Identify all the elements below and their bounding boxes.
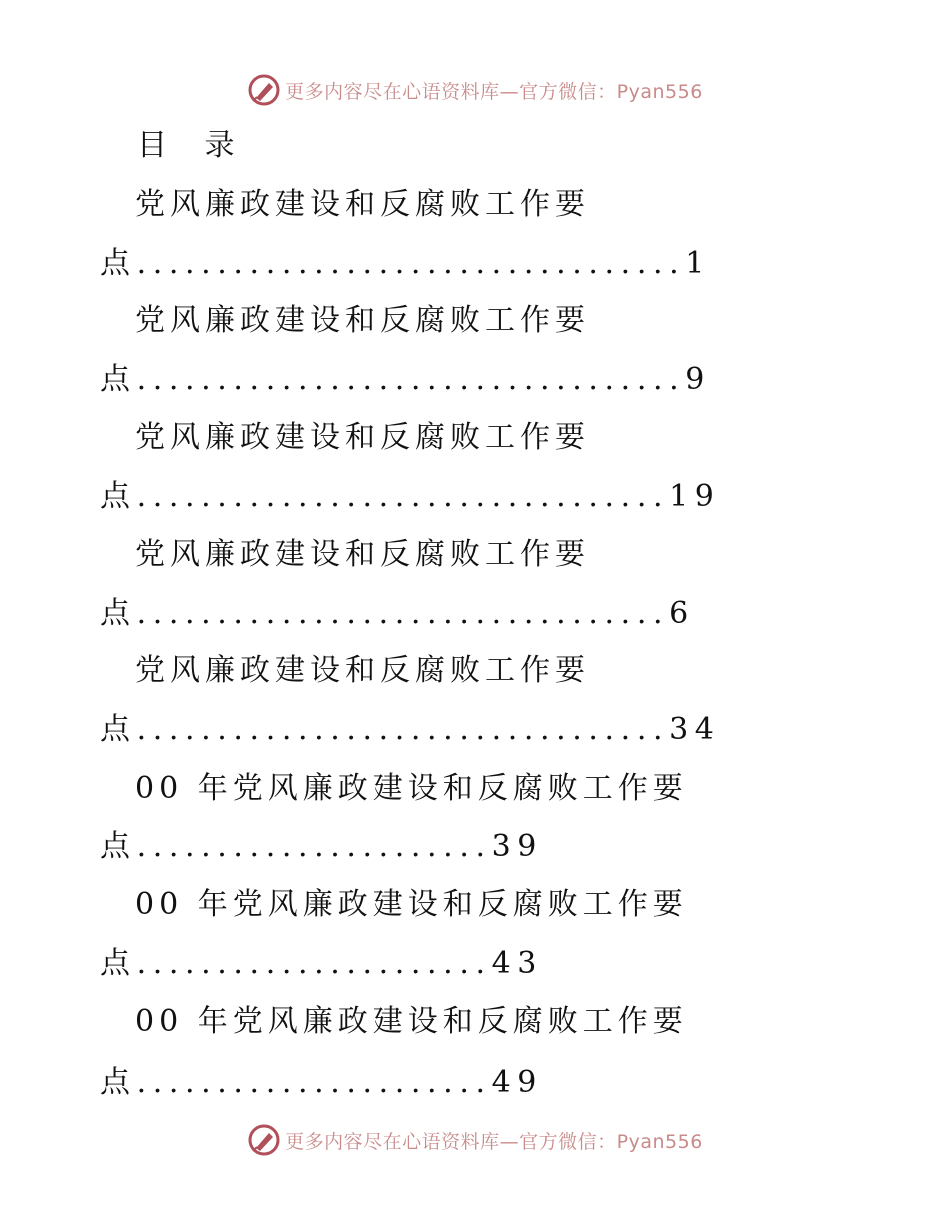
toc-entry-title: 党风廉政建设和反腐败工作要 xyxy=(135,187,590,222)
toc-entry-title: 00 年党风廉政建设和反腐败工作要 xyxy=(135,1004,688,1039)
toc-entry-title: 00 年党风廉政建设和反腐败工作要 xyxy=(135,771,688,806)
watermark-text: 更多内容尽在心语资料库—官方微信：Pyan556 xyxy=(285,80,703,103)
toc-entry-page: 43 xyxy=(491,946,543,981)
pen-in-circle-logo-icon xyxy=(247,1123,281,1157)
toc-title: 目 录 xyxy=(137,128,249,163)
toc-entry-page: 9 xyxy=(685,362,711,397)
toc-entry-title: 党风廉政建设和反腐败工作要 xyxy=(135,537,590,572)
toc-entry-title: 党风廉政建设和反腐败工作要 xyxy=(135,420,590,455)
toc-entry-page: 34 xyxy=(669,712,721,747)
toc-entry-page: 39 xyxy=(491,829,543,864)
toc-entry-leader: 点.................................34 xyxy=(100,712,721,747)
toc-entry-title: 党风廉政建设和反腐败工作要 xyxy=(135,653,590,688)
toc-entry-page: 6 xyxy=(669,596,695,631)
toc-entry-title: 00 年党风廉政建设和反腐败工作要 xyxy=(135,887,688,922)
toc-entry-page: 49 xyxy=(491,1065,543,1100)
toc-entry-leader: 点......................49 xyxy=(100,1065,543,1100)
toc-entry-title: 党风廉政建设和反腐败工作要 xyxy=(135,303,590,338)
toc-entry-page: 1 xyxy=(685,246,711,281)
watermark-text: 更多内容尽在心语资料库—官方微信：Pyan556 xyxy=(285,1130,703,1153)
toc-entry-leader: 点..................................1 xyxy=(100,246,711,281)
toc-entry-leader: 点.................................19 xyxy=(100,479,721,514)
toc-entry-leader: 点.................................6 xyxy=(100,596,695,631)
footer-watermark xyxy=(0,1120,950,1160)
toc-entry-leader: 点......................43 xyxy=(100,946,543,981)
toc-entry-page: 19 xyxy=(669,479,721,514)
toc-entry-leader: 点..................................9 xyxy=(100,362,711,397)
toc-entry-leader: 点......................39 xyxy=(100,829,543,864)
